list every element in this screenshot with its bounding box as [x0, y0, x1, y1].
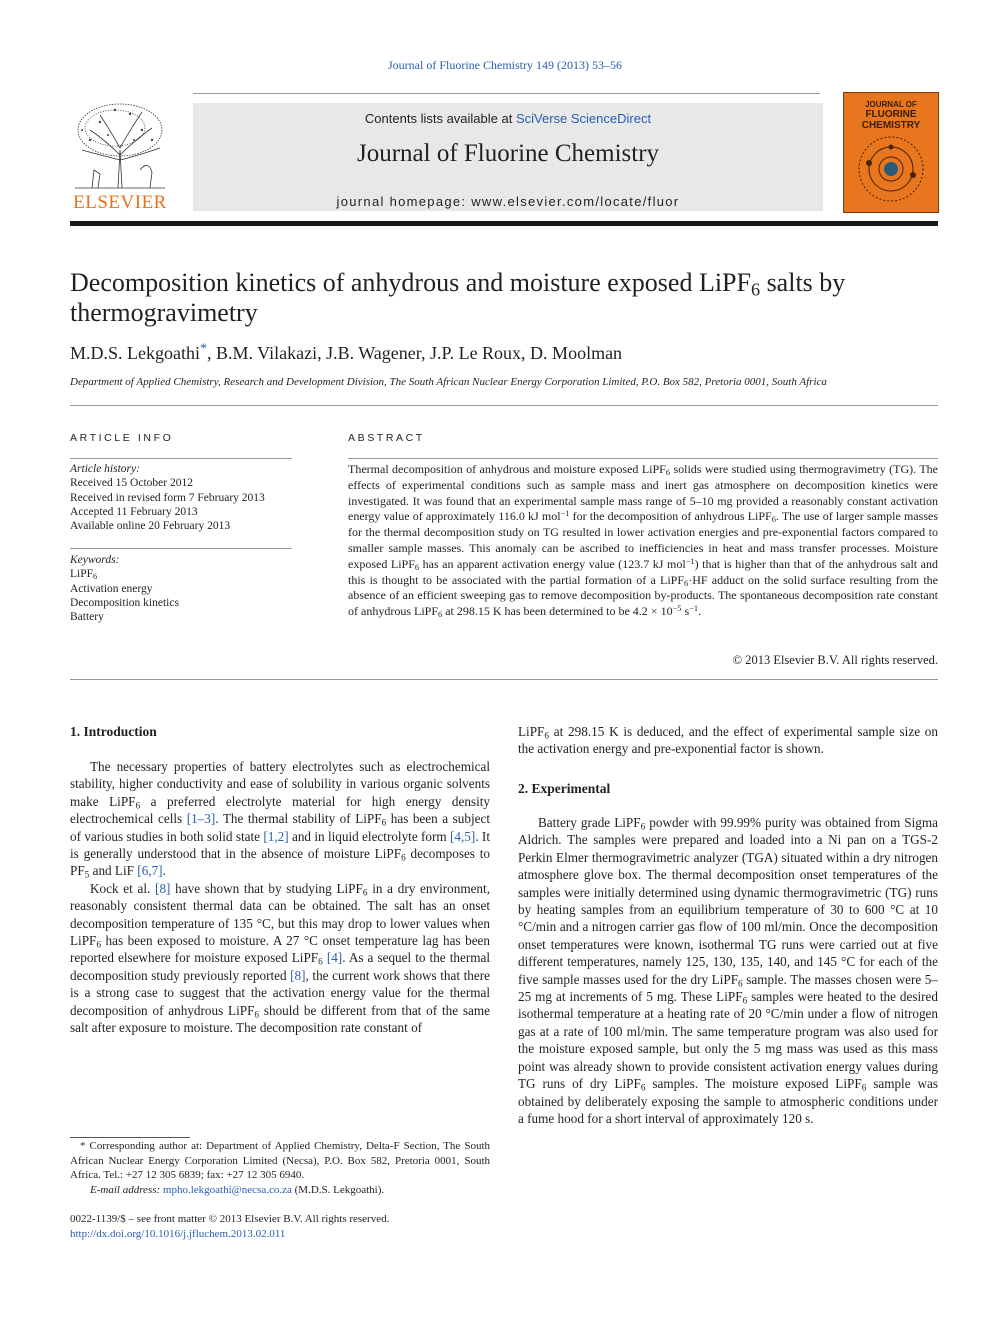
keyword — [70, 567, 292, 581]
footnote-email-line — [70, 1183, 490, 1198]
divider — [70, 548, 292, 549]
corresponding-author-mark[interactable]: * — [200, 341, 207, 357]
footnote-rule — [70, 1137, 190, 1138]
keyword: Battery — [70, 611, 104, 624]
journal-homepage[interactable]: journal homepage: www.elsevier.com/locate/fluor — [336, 194, 680, 209]
citation-link[interactable]: [8] — [290, 967, 306, 983]
keywords — [70, 553, 292, 624]
divider — [70, 458, 292, 459]
citation-link[interactable]: [6,7] — [137, 863, 163, 879]
citation-link[interactable]: [1,2] — [263, 828, 289, 844]
cover-title-line: JOURNAL OF — [865, 100, 917, 109]
elsevier-logo[interactable] — [70, 100, 170, 216]
keyword-subscript: 6 — [93, 572, 98, 582]
citation-link[interactable]: [8] — [155, 880, 171, 896]
paragraph: Kock et al. [8] have shown that by studying LiPF$_6$ in a dry environment, reasonably consistent thermal data can be obtained. The salt has an onset decomposition temperature of 135 °C, but this may drop to lower values when LiPF$_6$ has been exposed to moisture. A 27 °C onset temperature lag has been reported elsewhere for moisture exposed LiPF$_6$ [4]. As a sequel to the thermal decomposition study previously reported [8], the current work shows that there is a strong case to suggest that the activation energy value for the thermal decomposition of anhydrous LiPF$_6$ should be different from that of the same salt after exposure to moisture. The decomposition rate constant of — [70, 880, 491, 1036]
elsevier-wordmark: ELSEVIER — [73, 192, 167, 213]
keyword-text: LiPF — [70, 568, 94, 581]
email-suffix: (M.D.S. Lekgoathi). — [291, 1183, 385, 1196]
copyright-notice: © 2013 Elsevier B.V. All rights reserved. — [732, 653, 938, 667]
issn-line: 0022-1139/$ – see front matter © 2013 Elsevier B.V. All rights reserved. — [70, 1213, 390, 1225]
email-label: E-mail address: — [90, 1183, 163, 1196]
citation-link[interactable]: [1–3] — [186, 811, 216, 827]
journal-name: Journal of Fluorine Chemistry — [356, 140, 660, 167]
title-subscript: 6 — [750, 279, 761, 300]
banner-top-rule — [193, 93, 820, 94]
journal-citation[interactable]: Journal of Fluorine Chemistry 149 (2013) 53–56 — [388, 58, 622, 72]
corresponding-author-footnote — [70, 1139, 490, 1197]
journal-banner — [193, 103, 823, 211]
contents-prefix: Contents lists available at — [364, 111, 516, 126]
cover-title — [848, 100, 934, 131]
history-item: Accepted 11 February 2013 — [70, 505, 198, 518]
title-text: salts by thermogravimetry — [70, 268, 846, 327]
article-title — [70, 268, 940, 328]
contents-availability — [193, 111, 823, 126]
keywords-label: Keywords: — [70, 554, 120, 566]
divider — [348, 458, 938, 459]
author-names: , B.M. Vilakazi, J.B. Wagener, J.P. Le Roux, D. Moolman — [207, 343, 623, 363]
journal-cover-thumbnail[interactable] — [843, 92, 939, 213]
elsevier-tree-icon — [70, 100, 170, 192]
citation-link[interactable]: [4,5] — [450, 828, 476, 844]
header-rule — [70, 221, 938, 226]
sciencedirect-link[interactable]: SciVerse ScienceDirect — [515, 111, 652, 126]
affiliation: Department of Applied Chemistry, Research and Development Division, The South African Nuclear Energy Corporation Limited, P.O. Box 582, Pretoria 0001, South Africa — [70, 376, 827, 388]
history-item: Received in revised form 7 February 2013 — [70, 491, 265, 504]
history-label: Article history: — [70, 463, 140, 475]
divider — [70, 405, 938, 406]
introduction-body — [70, 758, 490, 1037]
title-text: Decomposition kinetics of anhydrous and moisture exposed LiPF — [70, 268, 751, 297]
keyword: Decomposition kinetics — [70, 596, 179, 609]
atom-orbit-icon — [854, 133, 928, 205]
article-history — [70, 462, 292, 533]
keyword: Activation energy — [70, 582, 153, 595]
doi-link[interactable]: http://dx.doi.org/10.1016/j.jfluchem.2013.02.011 — [70, 1228, 286, 1240]
abstract-heading: ABSTRACT — [348, 432, 425, 444]
abstract-text: Thermal decomposition of anhydrous and moisture exposed LiPF$_6$ solids were studied using thermogravimetry (TG). The effects of experimental conditions such as sample mass and inert gas atmosphere on decomposition kinetics were investigated. It was found that an experimental sample mass range of 5–10 mg provided a reasonably constant activation energy value of approximately 116.0 kJ mol$^{-1}$ for the decomposition of anhydrous LiPF$_6$. The use of larger sample masses for the thermal decomposition study on TG resulted in lower activation energies and pre-exponential factors compared to smaller sample masses. This anomaly can be ascribed to inefficiencies in heat and mass transfer processes. Moisture exposed LiPF$_6$ has an apparent activation energy value (123.7 kJ mol$^{-1}$) that is higher than that of the anhydrous salt and this is thought to be associated with the partial formation of a LiPF$_6$·HF adduct on the solid surface resulting from the absence of an efficient sweeping gas to remove decomposition by-products. The spontaneous decomposition rate constant of anhydrous LiPF$_6$ at 298.15 K has been determined to be $4.2 \times 10^{-5}$ $s^{-1}$. — [348, 462, 938, 620]
divider — [70, 679, 938, 680]
author-name[interactable]: M.D.S. Lekgoathi — [70, 343, 200, 363]
cover-title-line: FLUORINE — [865, 109, 917, 120]
section-heading-introduction: 1. Introduction — [70, 724, 157, 739]
email-link[interactable]: mpho.lekgoathi@necsa.co.za — [162, 1183, 292, 1196]
issn-block — [70, 1212, 490, 1242]
history-item: Received 15 October 2012 — [70, 477, 193, 490]
introduction-continued: LiPF$_6$ at 298.15 K is deduced, and the effect of experimental sample size on the activation energy and pre-exponential factor is shown. — [518, 724, 938, 757]
footnote-text: * Corresponding author at: Department of Applied Chemistry, Delta-F Section, The South African Nuclear Energy Corporation Limited (Necsa), P.O. Box 582, Pretoria 0001, South Africa. Tel.: +27 12 305 6839; fax: +27 12 305 6940. — [70, 1140, 490, 1181]
history-item: Available online 20 February 2013 — [70, 520, 231, 533]
experimental-body: Battery grade LiPF$_6$ powder with 99.99% purity was obtained from Sigma Aldrich. The samples were prepared and loaded into a Ni pan on a TGS-2 Perkin Elmer thermogravimetric analyzer (TGA) situated within a dry nitrogen atmosphere glove box. The thermal decomposition onset temperatures of the samples were initially determined using dynamic thermogravimetric (TG) runs by heating samples from an equilibrium temperature of 30 to 600 °C at 10 °C/min and a nitrogen carrier gas flow of 100 ml/min. Once the decomposition onset temperatures were known, isothermal TG runs were carried out at five different temperatures, namely 125, 130, 135, 140, and 145 °C for each of the five sample masses used for the dry LiPF$_6$ sample. The masses chosen were 5–25 mg at increments of 5 mg. These LiPF$_6$ samples were heated to the desired isothermal temperature at a heating rate of 20 °C/min under a flow of nitrogen gas at a rate of 100 ml/min. The same temperature program was also used for the moisture exposed sample, but only the 5 mg mass was used as this mass point was already shown to provide consistent activation energy values during TG runs of dry LiPF$_6$ samples. The moisture exposed LiPF$_6$ sample was obtained by deliberately exposing the sample to atmospheric conditions under a fume hood for a short interval of approximately 120 s. — [518, 815, 938, 1126]
article-info-heading: ARTICLE INFO — [70, 432, 174, 444]
section-heading-experimental: 2. Experimental — [518, 781, 611, 796]
cover-title-line: CHEMISTRY — [861, 120, 921, 131]
paragraph: The necessary properties of battery electrolytes such as electrochemical stability, higher conductivity and ease of solubility in various organic solvents make LiPF$_6$ a preferred electrolyte material for high energy density electrochemical cells [1–3]. The thermal stability of LiPF$_6$ has been a subject of various studies in both solid state [1,2] and in liquid electrolyte form [4,5]. It is generally understood that in the absence of moisture LiPF$_6$ decomposes to $PF_5$ and LiF [6,7]. — [70, 759, 491, 880]
citation-link[interactable]: [4] — [326, 950, 343, 966]
author-list — [70, 343, 940, 364]
